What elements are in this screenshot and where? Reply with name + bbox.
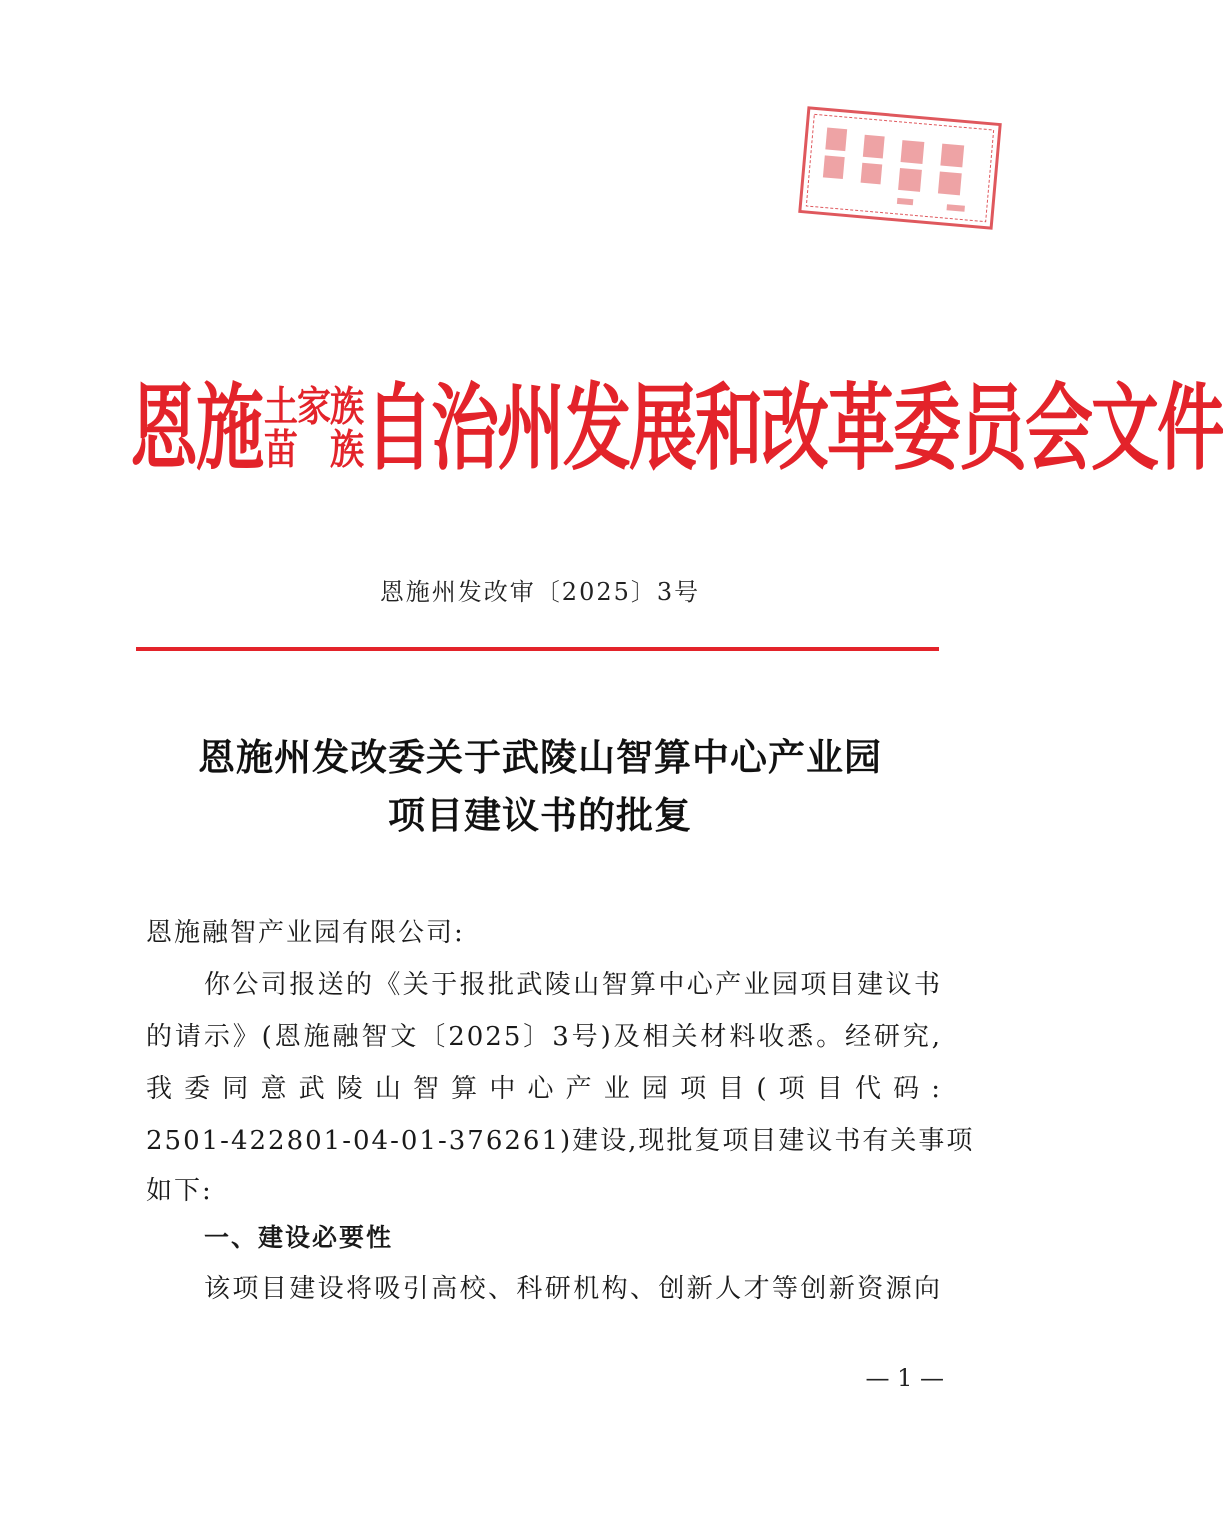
document-number: 恩施州发改审〔2025〕3号 — [379, 578, 701, 606]
issuing-authority-header — [130, 372, 1223, 487]
header-stack-bottom — [264, 425, 364, 474]
paragraph-line: 你公司报送的《关于报批武陵山智算中心产业园项目建议书 — [204, 970, 942, 1000]
red-separator-line — [136, 647, 939, 651]
document-title — [0, 728, 1080, 844]
addressee: 恩施融智产业园有限公司: — [146, 918, 465, 948]
header-part-1: 恩施 — [130, 374, 263, 484]
page-number: — 1 — — [865, 1364, 944, 1392]
header-stack-top: 土家族 — [264, 383, 364, 432]
paragraph-line: 2501-422801-04-01-376261)建设,现批复项目建议书有关事项 — [146, 1126, 975, 1156]
paragraph-line: 我委同意武陵山智算中心产业园项目(项目代码: — [146, 1074, 942, 1104]
paragraph-line: 如下: — [146, 1176, 213, 1206]
paragraph-line: 该项目建设将吸引高校、科研机构、创新人才等创新资源向 — [204, 1274, 942, 1304]
header-stack-bottom-right: 族 — [330, 425, 364, 474]
document-title-line-1: 恩施州发改委关于武陵山智算中心产业园 — [198, 735, 882, 779]
document-title-line-2: 项目建议书的批复 — [388, 793, 692, 837]
header-stack-bottom-left: 苗 — [264, 425, 298, 474]
paragraph-line: 的请示》(恩施融智文〔2025〕3号)及相关材料收悉。经研究, — [146, 1022, 942, 1052]
header-ethnic-stack — [264, 383, 364, 474]
official-seal — [795, 103, 1004, 232]
header-part-2: 自治州发展和改革委员会文件 — [365, 374, 1223, 484]
section-heading: 一、建设必要性 — [204, 1223, 394, 1252]
